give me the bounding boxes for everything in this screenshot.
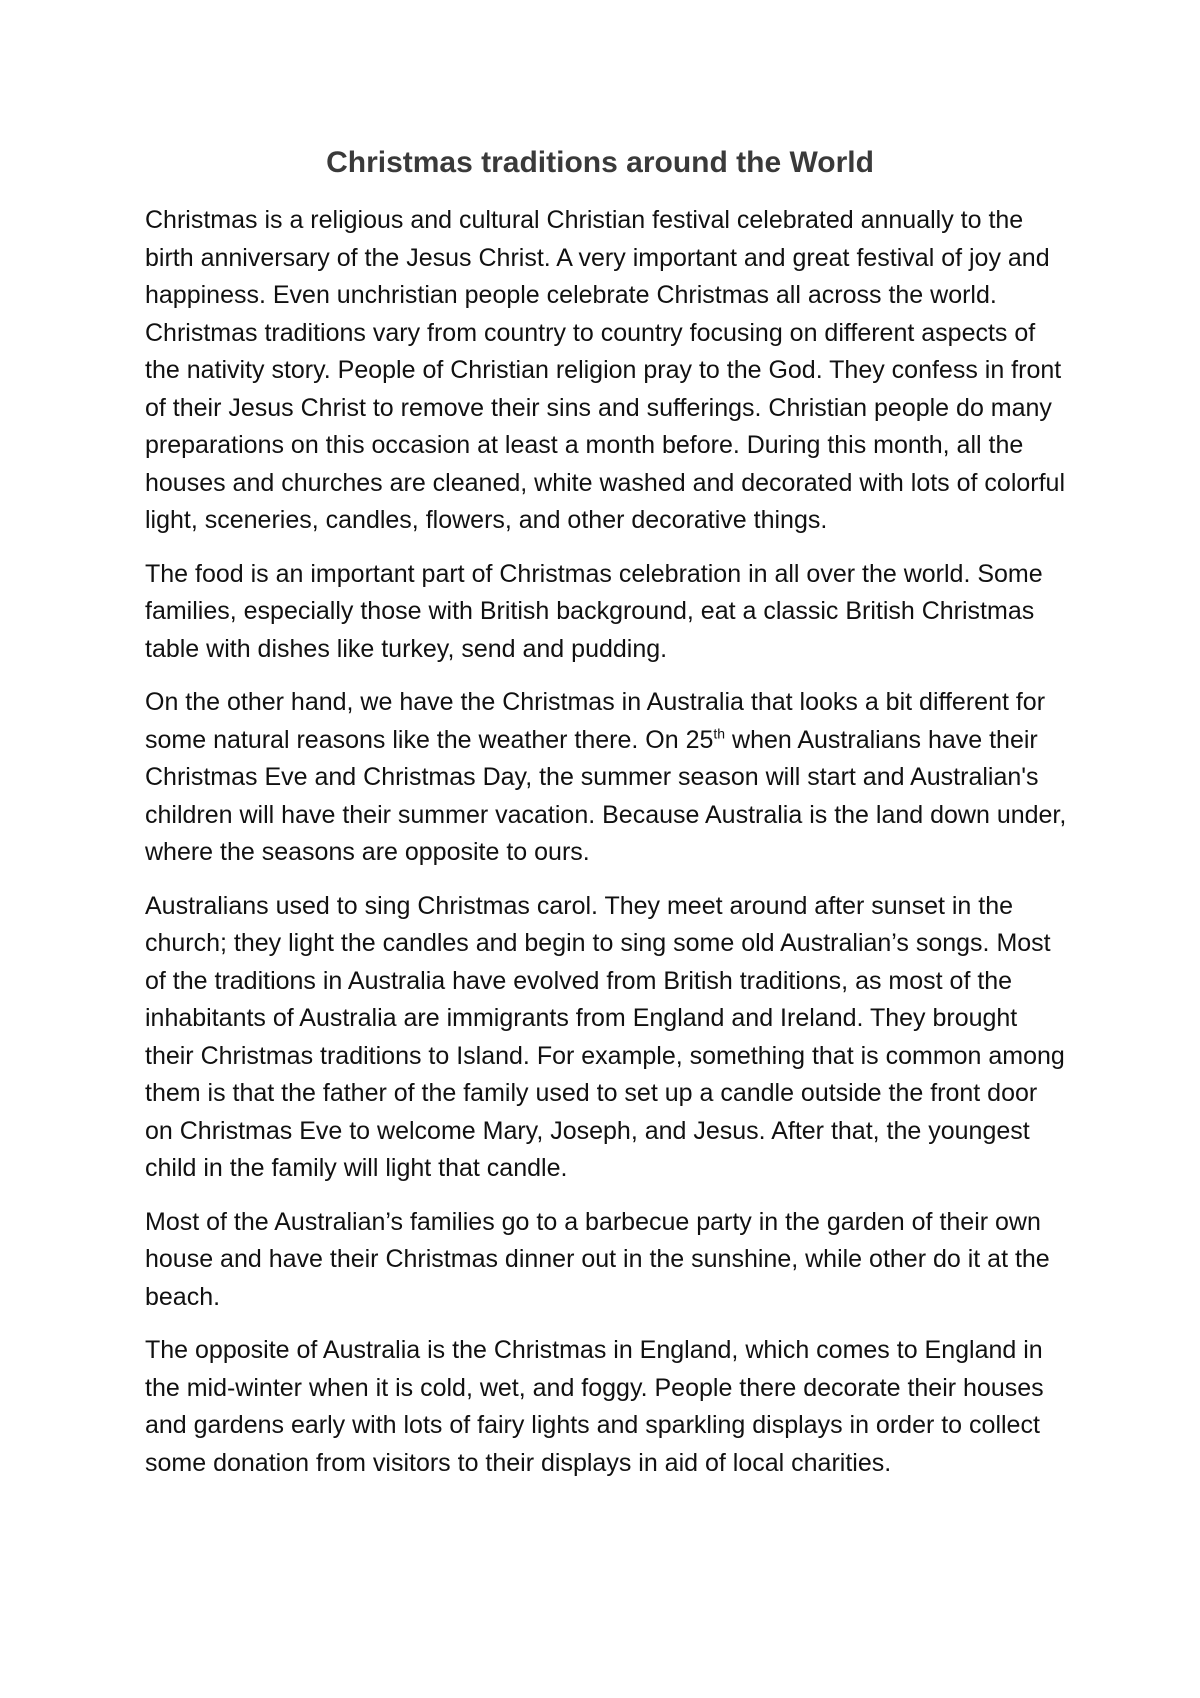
paragraph-christmas-england: The opposite of Australia is the Christmas in England, which comes to England in the mid-winter when it is cold, wet, and foggy. People there decorate their houses and gardens early with lots of fairy lights and sparkling displays in order to collect some donation from visitors to their displays in aid of local charities. <box>145 1336 1044 1477</box>
paragraph-australian-carols: Australians used to sing Christmas carol. They meet around after sunset in the church; they light the candles and begin to sing some old Australian’s songs. Most of the traditions in Australia have evolved from British traditions, as most of the inhabitants of Australia are immigrants from England and Ireland. They brought their Christmas traditions to Island. For example, something that is common among them is that the father of the family used to set up a candle outside the front door on Christmas Eve to welcome Mary, Joseph, and Jesus. After that, the youngest child in the family will light that candle. <box>145 891 1065 1182</box>
paragraph-christmas-australia <box>145 684 1070 872</box>
document-title: Christmas traditions around the World <box>326 146 874 179</box>
ordinal-suffix: th <box>713 725 726 742</box>
paragraph-australian-barbecue: Most of the Australian’s families go to a barbecue party in the garden of their own house and have their Christmas dinner out in the sunshine, while other do it at the beach. <box>145 1207 1050 1311</box>
paragraph-text-start: On the other hand, we have the Christmas in Australia that looks a bit different for some natural reasons like the weather there. On 25 <box>145 688 1046 754</box>
paragraph-text-end: when Australians have their Christmas Eve and Christmas Day, the summer season will start and Australian's children will have their summer vacation. Because Australia is the land down under, where the seasons are opposite to ours. <box>145 725 1067 866</box>
document-body <box>145 202 1070 1498</box>
paragraph-christmas-intro: Christmas is a religious and cultural Christian festival celebrated annually to the birth anniversary of the Jesus Christ. A very important and great festival of joy and happiness. Even unchristian people celebrate Christmas all across the world. Christmas traditions vary from country to country focusing on different aspects of the nativity story. People of Christian religion pray to the God. They confess in front of their Jesus Christ to remove their sins and sufferings. Christian people do many preparations on this occasion at least a month before. During this month, all the houses and churches are cleaned, white washed and decorated with lots of colorful light, sceneries, candles, flowers, and other decorative things. <box>145 206 1066 534</box>
paragraph-christmas-food: The food is an important part of Christmas celebration in all over the world. Some families, especially those with British background, eat a classic British Christmas table with dishes like turkey, send and pudding. <box>145 559 1043 663</box>
